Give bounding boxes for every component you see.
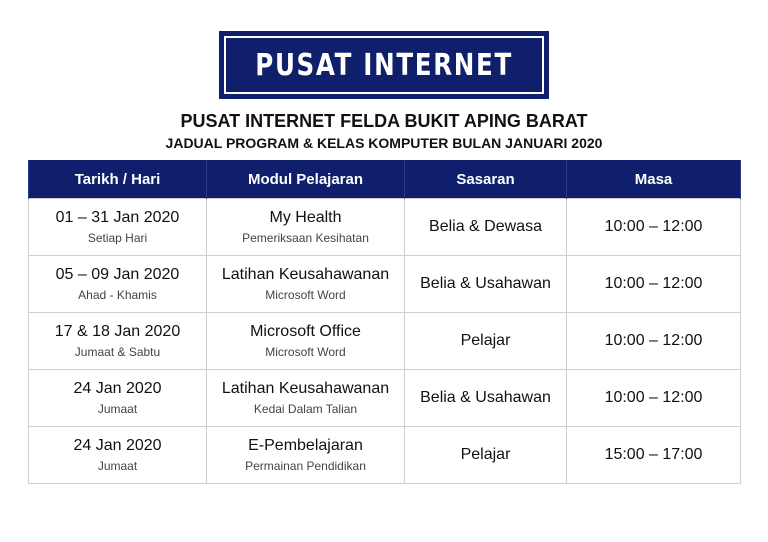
- time-text: 10:00 – 12:00: [604, 218, 703, 235]
- date-cell: [29, 199, 207, 256]
- day-text: Setiap Hari: [87, 231, 148, 245]
- page-title: PUSAT INTERNET FELDA BUKIT APING BARAT: [180, 111, 588, 131]
- target-cell: [405, 256, 567, 313]
- date-text: 05 – 09 Jan 2020: [55, 266, 180, 283]
- module-text: Latihan Keusahawanan: [221, 380, 390, 397]
- table-header-row: [29, 160, 741, 199]
- table-row: [29, 427, 741, 484]
- table-row: [29, 370, 741, 427]
- time-cell: [567, 199, 741, 256]
- target-cell: [405, 427, 567, 484]
- time-cell: [567, 370, 741, 427]
- day-text: Ahad - Khamis: [78, 288, 157, 302]
- module-cell: [207, 313, 405, 370]
- date-text: 24 Jan 2020: [73, 380, 162, 397]
- module-text: E-Pembelajaran: [248, 437, 363, 454]
- banner: [219, 31, 549, 99]
- time-cell: [567, 313, 741, 370]
- module-sub-text: Pemeriksaan Kesihatan: [242, 231, 369, 245]
- time-text: 10:00 – 12:00: [604, 275, 703, 292]
- target-text: Pelajar: [460, 446, 511, 463]
- date-cell: [29, 427, 207, 484]
- module-sub-text: Kedai Dalam Talian: [253, 402, 358, 416]
- banner-frame: [224, 36, 544, 94]
- header-time: Masa: [567, 160, 741, 199]
- day-text: Jumaat: [97, 459, 138, 473]
- module-cell: [207, 370, 405, 427]
- module-sub-text: Microsoft Word: [265, 345, 346, 359]
- table-row: [29, 256, 741, 313]
- module-cell: [207, 199, 405, 256]
- target-cell: [405, 199, 567, 256]
- target-cell: [405, 370, 567, 427]
- day-text: Jumaat: [97, 402, 138, 416]
- target-text: Pelajar: [460, 332, 511, 349]
- header-target: Sasaran: [405, 160, 567, 199]
- date-cell: [29, 256, 207, 313]
- banner-title: PUSAT INTERNET: [255, 47, 513, 83]
- date-cell: [29, 313, 207, 370]
- date-text: 24 Jan 2020: [73, 437, 162, 454]
- date-cell: [29, 370, 207, 427]
- module-cell: [207, 427, 405, 484]
- table-row: [29, 199, 741, 256]
- target-text: Belia & Usahawan: [420, 275, 551, 292]
- header-module: Modul Pelajaran: [207, 160, 405, 199]
- target-cell: [405, 313, 567, 370]
- day-text: Jumaat & Sabtu: [74, 345, 161, 359]
- table-row: [29, 313, 741, 370]
- target-text: Belia & Usahawan: [420, 389, 551, 406]
- time-text: 10:00 – 12:00: [604, 389, 703, 406]
- schedule-table: [28, 160, 741, 484]
- header-date: Tarikh / Hari: [29, 160, 207, 199]
- target-text: Belia & Dewasa: [429, 218, 542, 235]
- time-text: 10:00 – 12:00: [604, 332, 703, 349]
- time-text: 15:00 – 17:00: [604, 446, 703, 463]
- date-text: 17 & 18 Jan 2020: [54, 323, 181, 340]
- module-text: Microsoft Office: [250, 323, 361, 340]
- module-sub-text: Permainan Pendidikan: [245, 459, 366, 473]
- date-text: 01 – 31 Jan 2020: [55, 209, 180, 226]
- module-text: My Health: [269, 209, 342, 226]
- module-cell: [207, 256, 405, 313]
- module-text: Latihan Keusahawanan: [221, 266, 390, 283]
- module-sub-text: Microsoft Word: [265, 288, 346, 302]
- page-subtitle: JADUAL PROGRAM & KELAS KOMPUTER BULAN JANUARI 2020: [165, 135, 603, 151]
- time-cell: [567, 256, 741, 313]
- time-cell: [567, 427, 741, 484]
